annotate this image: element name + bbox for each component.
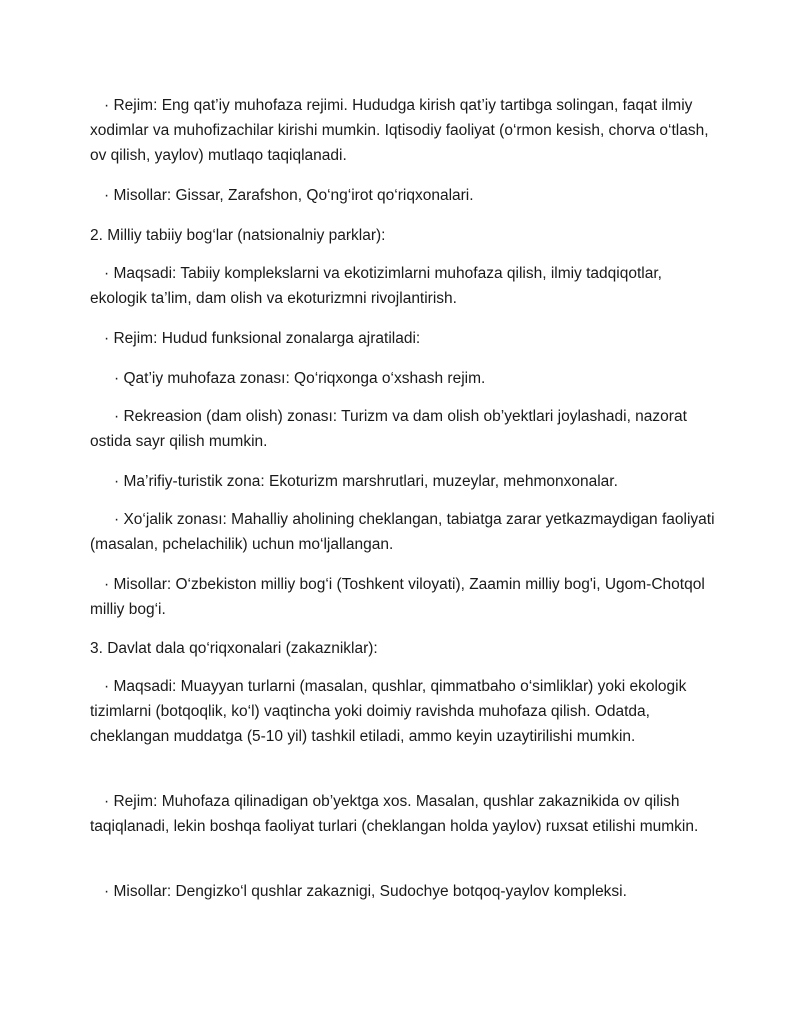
paragraph-xojalik-zona: · Xo‘jalik zonası: Mahalliy aholining cheklangan, tabiatga zarar yetkazmaydigan faoliyati (masalan, pchelachilik) uchun mo‘ljallangan. bbox=[90, 511, 715, 553]
paragraph-maqsadi-zakazniklar: · Maqsadi: Muayyan turlarni (masalan, qushlar, qimmatbaho o‘simliklar) yoki ekologik tizimlarni (botqoqlik, ko‘l) vaqtincha yoki doimiy ravishda muhofaza qilish. Odatda, cheklangan muddatga (5-10 yil) tashkil etiladi, ammo keyin uzaytirilishi mumkin. bbox=[90, 678, 687, 745]
heading-milliy-boglar: 2. Milliy tabiiy bog‘lar (natsionalniy parklar): bbox=[90, 227, 386, 244]
paragraph-rejim-qoriqxona: · Rejim: Eng qat’iy muhofaza rejimi. Hududga kirish qat’iy tartibga solingan, faqat ilmiy xodimlar va muhofizachilar kirishi mumkin. Iqtisodiy faoliyat (o‘rmon kesish, chorva o‘tlash, ov qilish, yaylov) mutlaqo taqiqlanadi. bbox=[90, 97, 709, 164]
paragraph-rekreasion-zona: · Rekreasion (dam olish) zonası: Turizm va dam olish ob’yektlari joylashadi, nazorat ostida sayr qilish mumkin. bbox=[90, 408, 687, 450]
paragraph-marifiy-zona: · Ma’rifiy-turistik zona: Ekoturizm marshrutlari, muzeylar, mehmonxonalar. bbox=[114, 473, 618, 490]
heading-zakazniklar: 3. Davlat dala qo‘riqxonalari (zakazniklar): bbox=[90, 640, 378, 657]
paragraph-maqsadi-milliy-boglar: · Maqsadi: Tabiiy komplekslarni va ekotizimlarni muhofaza qilish, ilmiy tadqiqotlar, ekologik ta’lim, dam olish va ekoturizmni rivojlantirish. bbox=[90, 265, 662, 307]
paragraph-misollar-qoriqxona: · Misollar: Gissar, Zarafshon, Qo‘ng‘irot qo‘riqxonalari. bbox=[104, 187, 474, 204]
paragraph-rejim-milliy-boglar: · Rejim: Hudud funksional zonalarga ajratiladi: bbox=[104, 330, 421, 347]
paragraph-qatiy-zona: · Qat’iy muhofaza zonası: Qo‘riqxonga o‘xshash rejim. bbox=[114, 370, 486, 387]
paragraph-misollar-zakazniklar: · Misollar: Dengizko‘l qushlar zakaznigi, Sudochye botqoq-yaylov kompleksi. bbox=[104, 883, 627, 900]
paragraph-rejim-zakazniklar: · Rejim: Muhofaza qilinadigan ob’yektga xos. Masalan, qushlar zakaznikida ov qilish taqiqlanadi, lekin boshqa faoliyat turlari (cheklangan holda yaylov) ruxsat etilishi mumkin. bbox=[90, 793, 699, 835]
paragraph-misollar-milliy-boglar: · Misollar: O‘zbekiston milliy bog‘i (Toshkent viloyati), Zaamin milliy bog'i, Ugom-Chotqol milliy bog‘i. bbox=[90, 576, 705, 618]
